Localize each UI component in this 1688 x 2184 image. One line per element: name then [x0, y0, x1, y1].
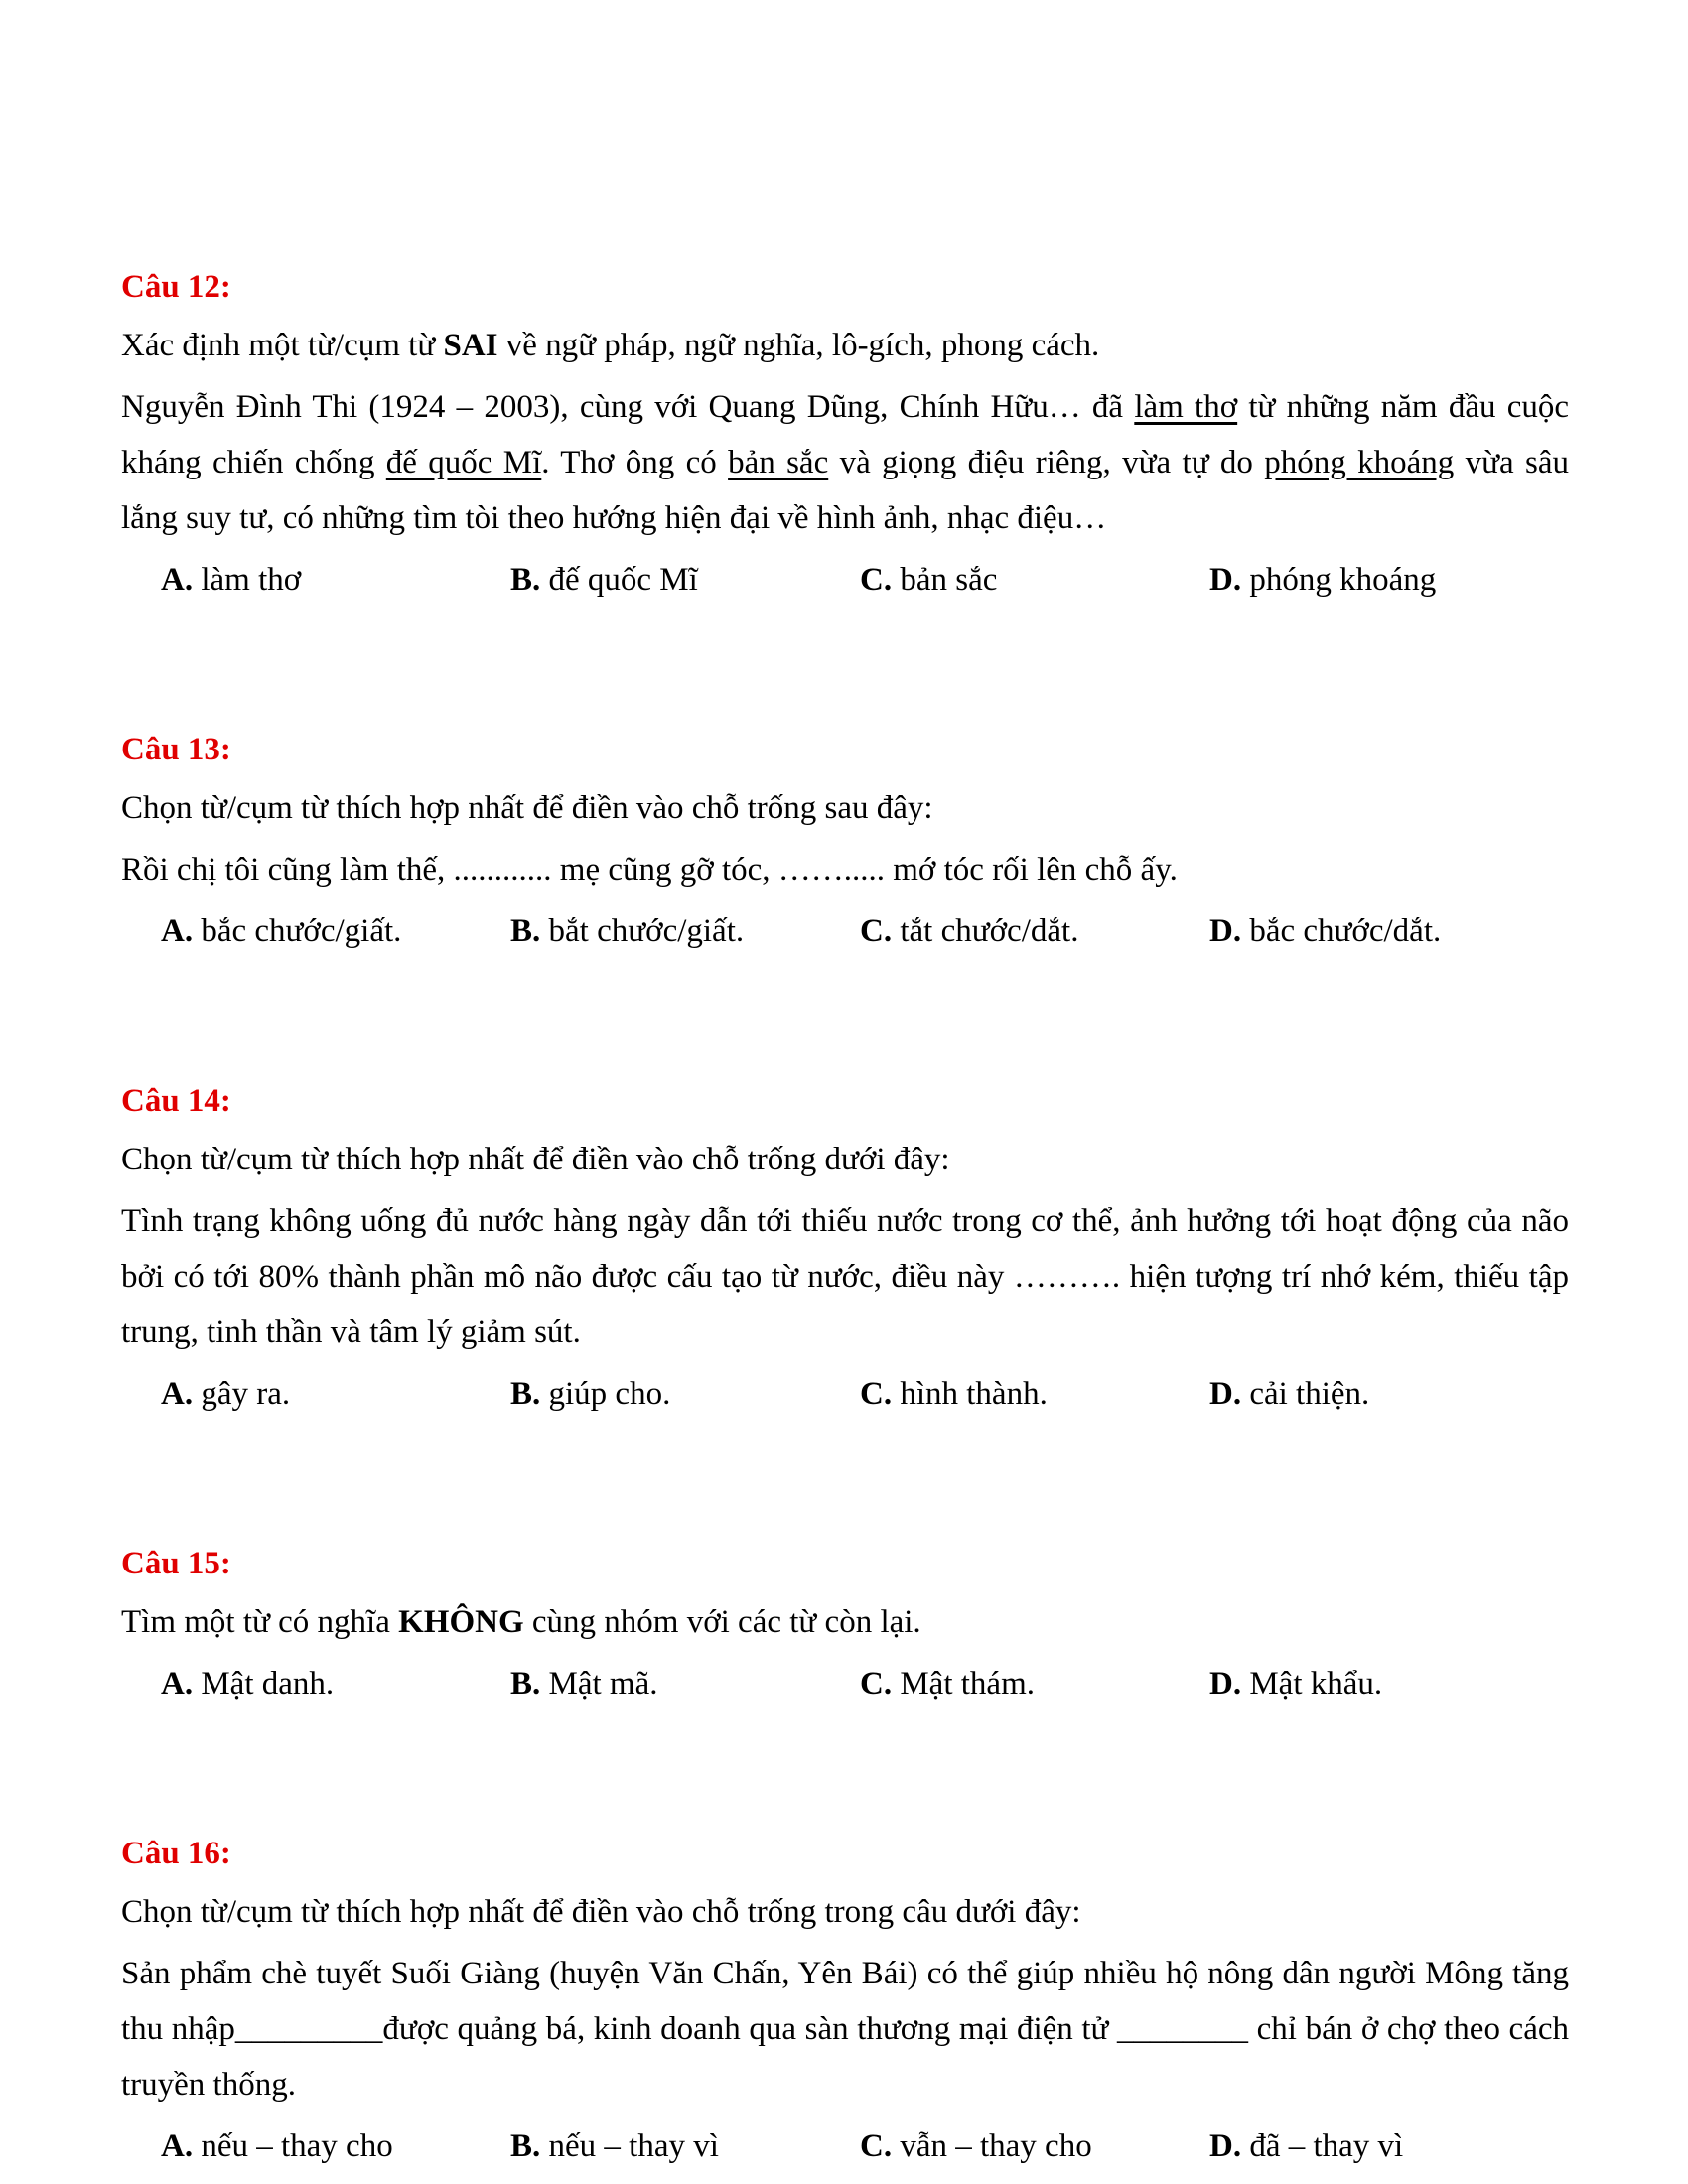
answer-options	[121, 552, 1569, 608]
question-prompt	[121, 1594, 1569, 1650]
question-prompt: Chọn từ/cụm từ thích hợp nhất để điền vào chỗ trống dưới đây:	[121, 1142, 950, 1177]
option-text: phóng khoáng	[1241, 562, 1437, 598]
option-key: D.	[1209, 1666, 1242, 1702]
option-key: D.	[1209, 913, 1242, 949]
passage-text: từ những năm đầu cuộc kháng chiến chống	[121, 389, 1570, 480]
option-key: C.	[860, 913, 893, 949]
question-prompt	[121, 318, 1569, 373]
question-prompt: Chọn từ/cụm từ thích hợp nhất để điền vào chỗ trống trong câu dưới đây:	[121, 1894, 1081, 1930]
option-a	[161, 552, 510, 608]
option-key: C.	[860, 2128, 893, 2164]
question-title: Câu 16:	[121, 1836, 231, 1871]
option-key: C.	[860, 562, 893, 598]
prompt-emphasis: SAI	[443, 328, 498, 363]
option-d	[1209, 1366, 1559, 1422]
option-key: A.	[161, 1666, 194, 1702]
underlined-phrase: bản sắc	[728, 445, 829, 480]
passage-text: . Thơ ông có	[541, 445, 729, 480]
question-12	[121, 256, 1569, 608]
question-passage: Rồi chị tôi cũng làm thế, ............ mẹ cũng gỡ tóc, ……..... mớ tóc rối lên chỗ ấy.	[121, 852, 1178, 887]
prompt-text: Tìm một từ có nghĩa	[121, 1604, 399, 1640]
option-text: vẫn – thay cho	[892, 2128, 1092, 2164]
option-d	[1209, 552, 1559, 608]
option-key: B.	[510, 562, 541, 598]
option-text: tắt chước/dắt.	[892, 913, 1079, 949]
underlined-phrase: làm thơ	[1134, 389, 1238, 425]
underlined-phrase: phóng khoáng	[1264, 445, 1455, 480]
option-c	[860, 2118, 1209, 2174]
question-title: Câu 15:	[121, 1546, 231, 1581]
passage-text: Nguyễn Đình Thi (1924 – 2003), cùng với Quang Dũng, Chính Hữu… đã	[121, 389, 1135, 425]
option-d	[1209, 1656, 1559, 1711]
prompt-text: về ngữ pháp, ngữ nghĩa, lô-gích, phong cách.	[497, 328, 1100, 363]
option-key: A.	[161, 913, 194, 949]
option-key: B.	[510, 2128, 541, 2164]
answer-options	[121, 1366, 1569, 1422]
question-13	[121, 719, 1569, 959]
question-14	[121, 1070, 1569, 1422]
option-b	[510, 903, 860, 959]
question-title: Câu 14:	[121, 1083, 231, 1119]
option-b	[510, 2118, 860, 2174]
option-text: giúp cho.	[540, 1376, 671, 1412]
option-text: đã – thay vì	[1241, 2128, 1404, 2164]
option-text: Mật khẩu.	[1241, 1666, 1383, 1702]
passage-text: vừa sâu lắng suy tư, có những tìm tòi theo hướng hiện đại về hình ảnh, nhạc điệu…	[121, 445, 1569, 536]
option-c	[860, 1656, 1209, 1711]
option-d	[1209, 2118, 1559, 2174]
option-key: A.	[161, 1376, 194, 1412]
option-c	[860, 552, 1209, 608]
answer-options	[121, 2118, 1569, 2174]
option-text: Mật thám.	[892, 1666, 1035, 1702]
option-text: bắt chước/giất.	[540, 913, 745, 949]
option-text: nếu – thay cho	[193, 2128, 393, 2164]
option-text: cải thiện.	[1241, 1376, 1370, 1412]
option-b	[510, 1366, 860, 1422]
question-prompt: Chọn từ/cụm từ thích hợp nhất để điền vào chỗ trống sau đây:	[121, 790, 933, 826]
underlined-phrase: đế quốc Mĩ	[385, 445, 542, 480]
spacer	[121, 1711, 1569, 1823]
option-key: B.	[510, 913, 541, 949]
document-page	[121, 256, 1569, 2174]
prompt-text: cùng nhóm với các từ còn lại.	[523, 1604, 921, 1640]
option-text: hình thành.	[892, 1376, 1048, 1412]
option-key: C.	[860, 1376, 893, 1412]
option-text: bản sắc	[892, 562, 998, 598]
option-a	[161, 903, 510, 959]
prompt-text: Xác định một từ/cụm từ	[121, 328, 444, 363]
option-b	[510, 1656, 860, 1711]
option-key: B.	[510, 1666, 541, 1702]
option-text: bắc chước/dắt.	[1241, 913, 1442, 949]
option-key: D.	[1209, 1376, 1242, 1412]
option-text: bắc chước/giất.	[193, 913, 402, 949]
option-key: D.	[1209, 2128, 1242, 2164]
option-a	[161, 2118, 510, 2174]
option-text: gây ra.	[193, 1376, 291, 1412]
option-text: nếu – thay vì	[540, 2128, 719, 2164]
option-key: D.	[1209, 562, 1242, 598]
option-d	[1209, 903, 1559, 959]
option-key: A.	[161, 2128, 194, 2164]
spacer	[121, 959, 1569, 1070]
option-key: B.	[510, 1376, 541, 1412]
question-passage: Sản phẩm chè tuyết Suối Giàng (huyện Văn Chấn, Yên Bái) có thể giúp nhiều hộ nông dân người Mông tăng thu nhập_________được quảng bá, kinh doanh qua sàn thương mại điện tử ________ chỉ bán ở chợ theo cách truyền thống.	[121, 1956, 1569, 2103]
option-text: làm thơ	[193, 562, 302, 598]
option-key: A.	[161, 562, 194, 598]
question-title: Câu 12:	[121, 269, 231, 305]
passage-text: và giọng điệu riêng, vừa tự do	[828, 445, 1265, 480]
option-text: Mật danh.	[193, 1666, 335, 1702]
option-a	[161, 1656, 510, 1711]
option-text: Mật mã.	[540, 1666, 658, 1702]
question-15	[121, 1533, 1569, 1711]
spacer	[121, 1422, 1569, 1533]
option-b	[510, 552, 860, 608]
option-c	[860, 1366, 1209, 1422]
question-title: Câu 13:	[121, 732, 231, 767]
prompt-emphasis: KHÔNG	[398, 1604, 524, 1640]
option-c	[860, 903, 1209, 959]
question-passage	[121, 379, 1569, 546]
option-text: đế quốc Mĩ	[540, 562, 698, 598]
option-key: C.	[860, 1666, 893, 1702]
question-16	[121, 1823, 1569, 2174]
answer-options	[121, 1656, 1569, 1711]
option-a	[161, 1366, 510, 1422]
answer-options	[121, 903, 1569, 959]
question-passage: Tình trạng không uống đủ nước hàng ngày dẫn tới thiếu nước trong cơ thể, ảnh hưởng tới hoạt động của não bởi có tới 80% thành phần mô não được cấu tạo từ nước, điều này ………. hiện tượng trí nhớ kém, thiếu tập trung, tinh thần và tâm lý giảm sút.	[121, 1203, 1569, 1350]
spacer	[121, 608, 1569, 719]
